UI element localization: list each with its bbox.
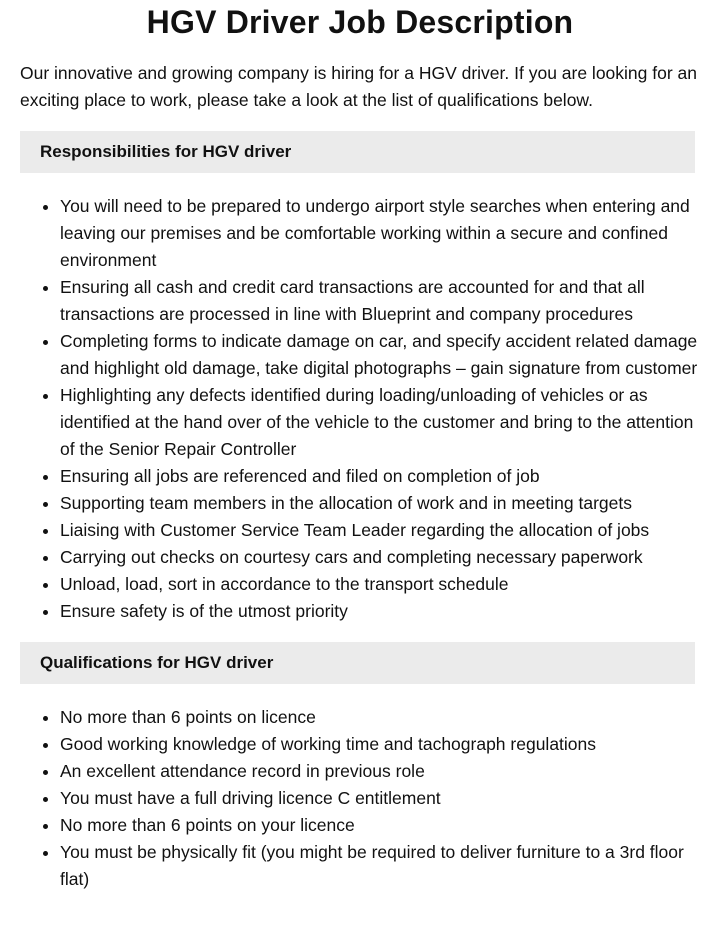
qualifications-list [20,704,700,893]
list-item: • Unload, load, sort in accordance to the transport schedule [60,571,700,598]
list-item: • No more than 6 points on licence [60,704,700,731]
list-item: • Good working knowledge of working time and tachograph regulations [60,731,700,758]
list-item: • Ensuring all jobs are referenced and filed on completion of job [60,463,700,490]
list-item: • Ensure safety is of the utmost priority [60,598,700,625]
list-item: • You will need to be prepared to undergo airport style searches when entering and leaving our premises and be comfortable working within a secure and confined environment [60,193,700,274]
page-title: HGV Driver Job Description [146,4,574,40]
list-item: • Supporting team members in the allocation of work and in meeting targets [60,490,700,517]
qualifications-heading: Qualifications for HGV driver [20,642,695,684]
list-item: • Highlighting any defects identified during loading/unloading of vehicles or as identified at the hand over of the vehicle to the customer and bring to the attention of the Senior Repair Controller [60,382,700,463]
list-item: • You must have a full driving licence C entitlement [60,785,700,812]
list-item: • Ensuring all cash and credit card transactions are accounted for and that all transactions are processed in line with Blueprint and company procedures [60,274,700,328]
intro-paragraph: Our innovative and growing company is hiring for a HGV driver. If you are looking for an exciting place to work, please take a look at the list of qualifications below. [20,63,698,110]
list-item: • You must be physically fit (you might be required to deliver furniture to a 3rd floor flat) [60,839,700,893]
list-item: • No more than 6 points on your licence [60,812,700,839]
list-item: • An excellent attendance record in previous role [60,758,700,785]
list-item: • Completing forms to indicate damage on car, and specify accident related damage and highlight old damage, take digital photographs – gain signature from customer [60,328,700,382]
responsibilities-heading: Responsibilities for HGV driver [20,131,695,173]
responsibilities-list [20,193,700,625]
list-item: • Carrying out checks on courtesy cars and completing necessary paperwork [60,544,700,571]
list-item: • Liaising with Customer Service Team Leader regarding the allocation of jobs [60,517,700,544]
